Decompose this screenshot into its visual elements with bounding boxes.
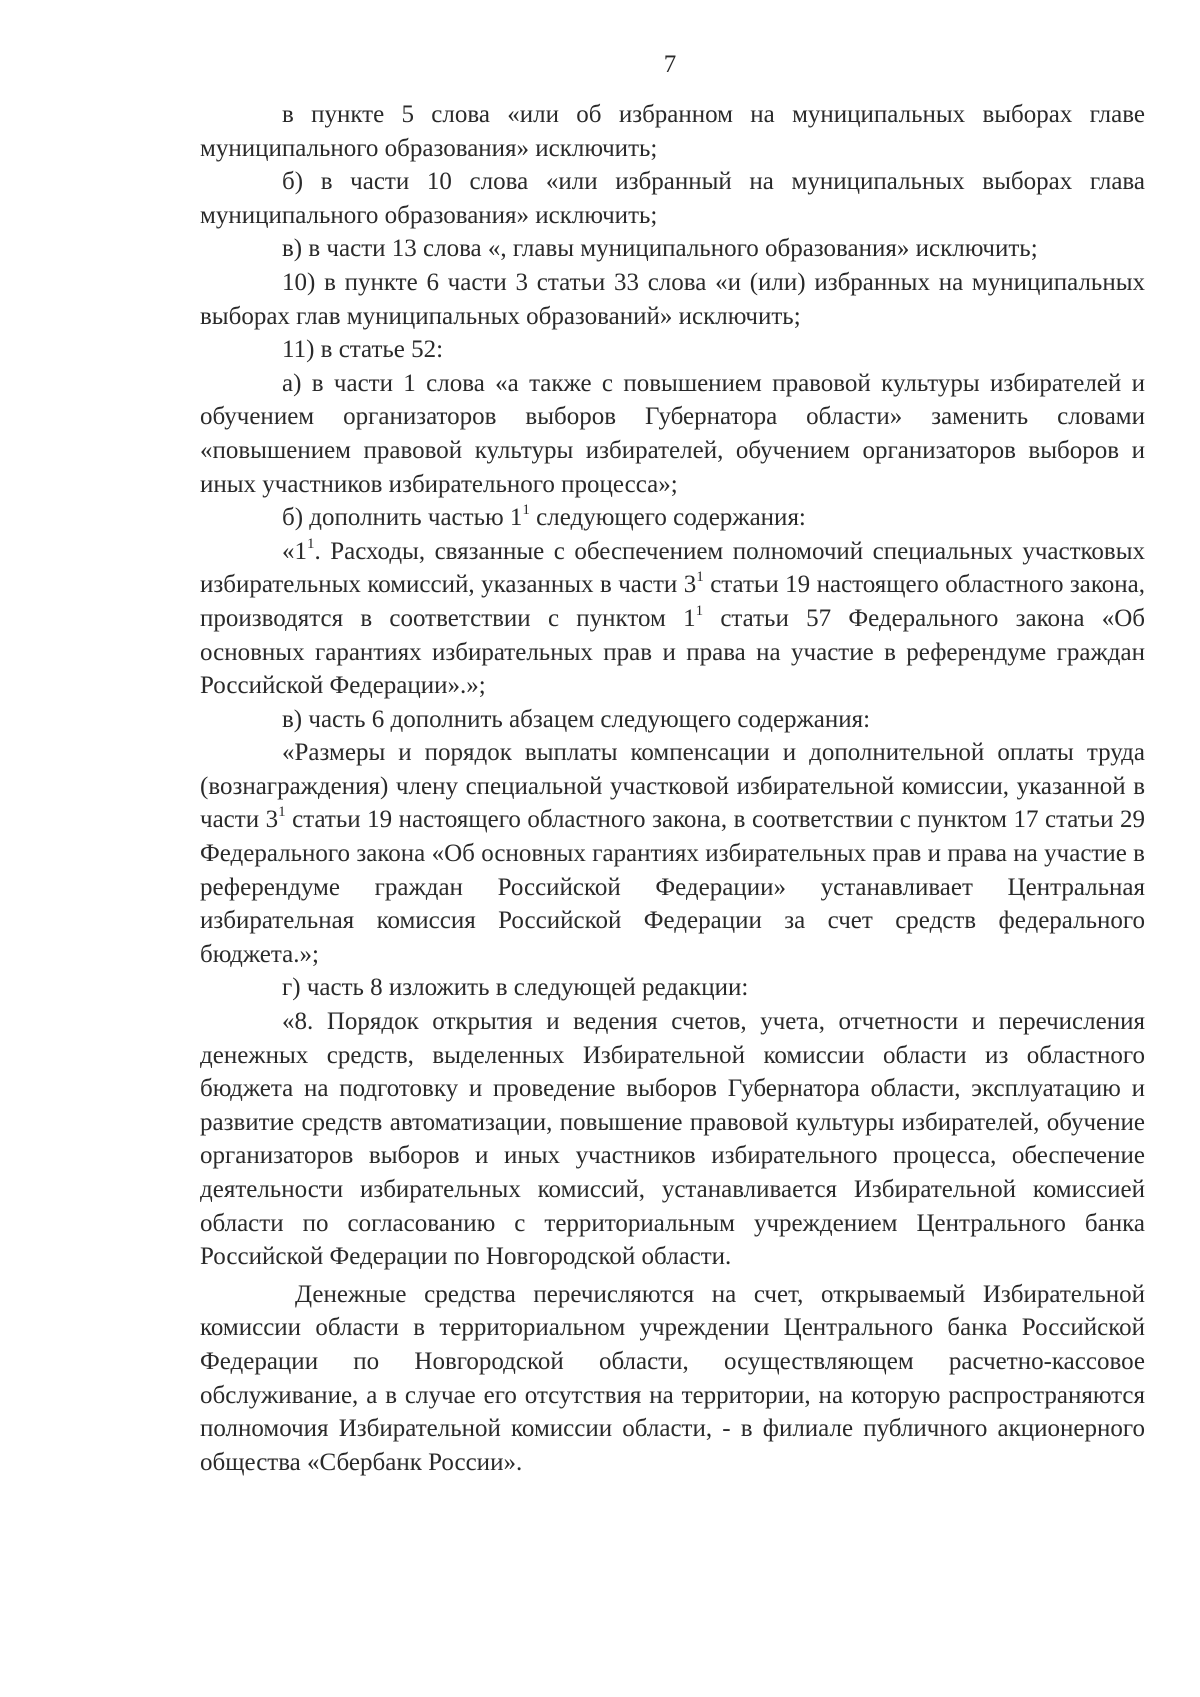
text-span: . Расходы, связанные с обеспечением полномочий специальных участковых избирательных комиссий, указанных в части 3: [200, 537, 1145, 599]
paragraph-money-transfer: Денежные средства перечисляются на счет, открываемый Избирательной комиссии области в территориальном учреждении Центрального банка Российской Федерации по Новгородской области, осуществляющем расчетно-кассовое обслуживание, а в случае его отсутствия на территории, на которую распространяются полномочия Избирательной комиссии области, - в филиале публичного акционерного общества «Сбербанк России».: [200, 1280, 1145, 1476]
paragraph-10-article33: 10) в пункте 6 части 3 статьи 33 слова «и (или) избранных на муниципальных выборах глав муниципальных образований» исключить;: [200, 268, 1145, 330]
document-body: [200, 98, 1145, 1479]
paragraph-point5: в пункте 5 слова «или об избранном на муниципальных выборах главе муниципального образования» исключить;: [200, 101, 1145, 162]
paragraph-11-article52: 11) в статье 52:: [282, 336, 444, 364]
paragraph-part8-text: «8. Порядок открытия и ведения счетов, учета, отчетности и перечисления денежных средств, выделенных Избирательной комиссии области из областного бюджета на подготовку и проведение выборов Губернатора области, эксплуатацию и развитие средств автоматизации, повышение правовой культуры избирателей, обучение организаторов выборов и иных участников избирательного процесса, обеспечение деятельности избирательных комиссий, устанавливается Избирательной комиссией области по согласованию с территориальным учреждением Центрального банка Российской Федерации по Новгородской области.: [200, 1008, 1145, 1271]
paragraph-b-supplement: [200, 501, 1145, 535]
text-span: статьи 19 настоящего областного закона, в соответствии с пунктом 17 статьи 29 Федерального закона «Об основных гарантиях избирательных прав и права на участие в референдуме граждан Российской Федерации» устанавливает Центральная избирательная комиссия Российской Федерации за счет средств федерального бюджета.»;: [200, 806, 1145, 968]
paragraph-v-part6: в) часть 6 дополнить абзацем следующего содержания:: [282, 705, 871, 733]
superscript: 1: [695, 602, 704, 619]
superscript: 1: [307, 535, 315, 552]
text-span: статьи 57 Федерального закона «Об основных гарантиях избирательных прав и права на участие в референдуме граждан Российской Федерации».»;: [200, 604, 1145, 700]
paragraph-compensation: [200, 736, 1145, 971]
paragraph-quote-1-1: [200, 535, 1145, 703]
paragraph-v-part13: в) в части 13 слова «, главы муниципального образования» исключить;: [282, 235, 1038, 263]
text-span: следующего содержания:: [529, 504, 806, 532]
superscript: 1: [522, 502, 530, 519]
paragraph-g-part8: г) часть 8 изложить в следующей редакции:: [282, 974, 749, 1002]
page-number: 7: [663, 51, 677, 78]
text-span: «Размеры и порядок выплаты компенсации и дополнительной оплаты труда (вознаграждения) члену специальной участковой избирательной комиссии, указанной в части 3: [200, 739, 1145, 834]
superscript: 1: [696, 569, 704, 586]
text-span: статьи 19 настоящего областного закона, производятся в соответствии с пунктом 1: [200, 571, 1145, 632]
paragraph-a-part1: а) в части 1 слова «а также с повышением правовой культуры избирателей и обучением организаторов выборов Губернатора области» заменить словами «повышением правовой культуры избирателей, обучением организаторов выборов и иных участников избирательного процесса»;: [200, 369, 1145, 498]
superscript: 1: [278, 804, 286, 821]
text-span: б) дополнить частью 1: [282, 504, 523, 532]
paragraph-b-part10: б) в части 10 слова «или избранный на муниципальных выборах глава муниципального образования» исключить;: [200, 168, 1145, 229]
text-span: «1: [282, 537, 307, 565]
